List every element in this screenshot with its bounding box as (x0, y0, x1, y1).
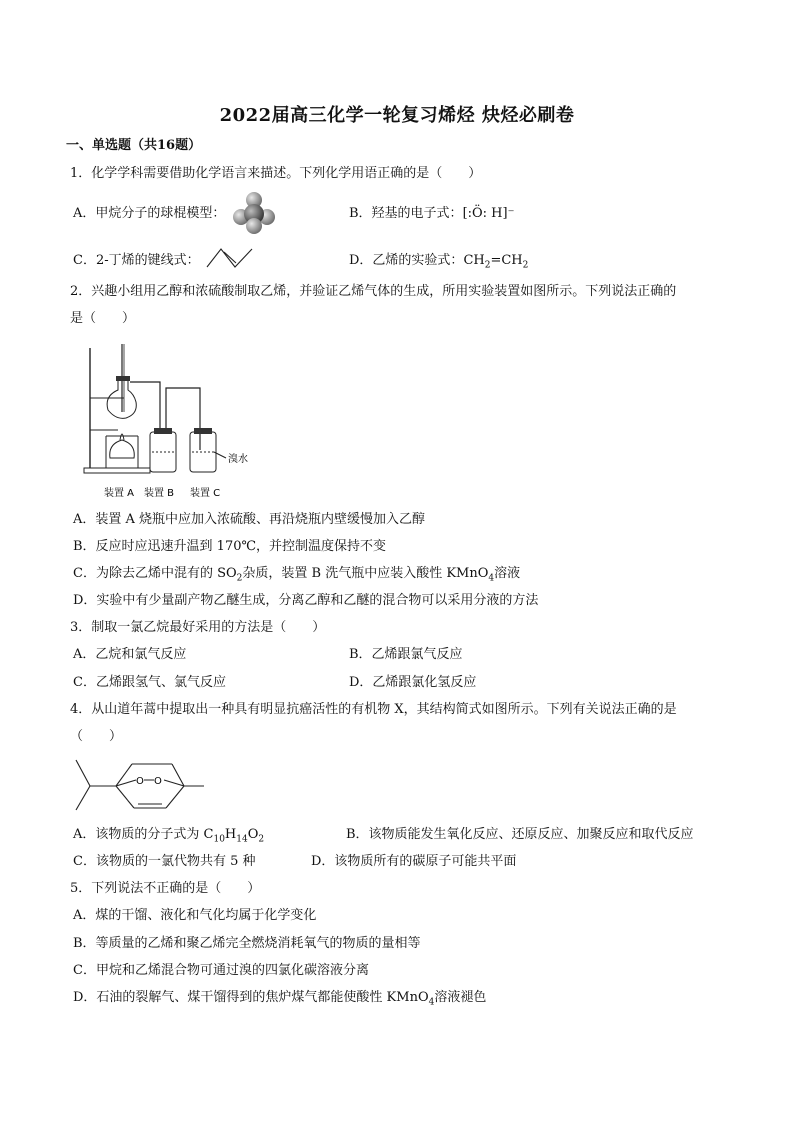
svg-text:O: O (154, 776, 162, 787)
compound-x-structure (74, 756, 208, 816)
subscript: 2 (236, 573, 243, 584)
svg-text:O: O (136, 776, 144, 787)
text-part: 杂质，装置 B 洗气瓶中应装入酸性 KMnO (242, 566, 489, 581)
question-1-option-a: A．甲烷分子的球棍模型： (73, 206, 226, 221)
subscript: 10 (213, 834, 225, 845)
text-part: C．为除去乙烯中混有的 SO (73, 566, 237, 581)
option-b-label: B．羟基的电子式： (349, 206, 463, 221)
question-4-stem-line2: （ ） (70, 729, 123, 744)
question-5-stem: 5．下列说法不正确的是（ ） (70, 881, 261, 896)
question-3-option-b: B．乙烯跟氯气反应 (349, 647, 463, 662)
subscript: 2 (484, 260, 491, 271)
question-3-option-d: D．乙烯跟氯化氢反应 (349, 675, 477, 690)
text-part: 溶液褪色 (434, 990, 487, 1005)
question-4-option-c: C．该物质的一氯代物共有 5 种 (73, 854, 256, 869)
page-title: 2022届高三化学一轮复习烯烃 炔烃必刷卷 (219, 105, 575, 126)
subscript: 4 (428, 997, 435, 1008)
text-part: 溶液 (494, 566, 521, 581)
question-3-option-a: A．乙烷和氯气反应 (73, 647, 187, 662)
apparatus-diagram (76, 340, 256, 502)
methane-ball-model-image (232, 192, 276, 234)
2-butene-skeletal-formula (206, 244, 254, 270)
text-part: H (224, 827, 237, 842)
subscript: 2 (522, 260, 529, 271)
formula-part: CH (463, 253, 485, 268)
question-4-option-a (73, 827, 264, 843)
option-d-label: D．乙烯的实验式： (349, 253, 464, 268)
question-2-option-b: B．反应时应迅速升温到 170℃，并控制温度保持不变 (73, 539, 387, 554)
label-apparatus-a: 装置 A (104, 488, 135, 499)
question-3-option-c: C．乙烯跟氢气、氯气反应 (73, 675, 226, 690)
subscript: 4 (488, 573, 495, 584)
question-1-option-c: C．2-丁烯的键线式： (73, 253, 200, 268)
question-4-stem-line1: 4．从山道年蒿中提取出一种具有明显抗癌活性的有机物 X，其结构简式如图所示。下列有关说法正确的是 (70, 702, 677, 717)
question-5-option-b: B．等质量的乙烯和聚乙烯完全燃烧消耗氧气的物质的量相等 (73, 936, 421, 951)
question-1-option-d (349, 253, 528, 269)
hydroxyl-electron-formula: [:Ö: H]⁻ (462, 206, 515, 221)
question-4-option-d: D．该物质所有的碳原子可能共平面 (311, 854, 517, 869)
section-heading: 一、单选题（共16题） (66, 138, 202, 153)
formula-part: =CH (490, 253, 523, 268)
label-apparatus-c: 装置 C (190, 488, 221, 499)
question-1-option-b (349, 206, 514, 222)
subscript: 14 (236, 834, 248, 845)
question-5-option-d (73, 990, 486, 1006)
text-part: D．石油的裂解气、煤干馏得到的焦炉煤气都能使酸性 KMnO (73, 990, 429, 1005)
question-5-option-c: C．甲烷和乙烯混合物可通过溴的四氯化碳溶液分离 (73, 963, 369, 978)
question-2-stem-line2: 是（ ） (70, 311, 136, 326)
text-part: O (247, 827, 259, 842)
label-apparatus-b: 装置 B (144, 488, 175, 499)
question-2-option-d: D．实验中有少量副产物乙醚生成，分离乙醇和乙醚的混合物可以采用分液的方法 (73, 593, 539, 608)
question-4-option-b: B．该物质能发生氧化反应、还原反应、加聚反应和取代反应 (346, 827, 694, 842)
question-2-stem-line1: 2．兴趣小组用乙醇和浓硫酸制取乙烯，并验证乙烯气体的生成，所用实验装置如图所示。下列说法正确的 (70, 284, 677, 299)
label-bromine-water: 溴水 (228, 454, 248, 465)
question-1-stem: 1．化学学科需要借助化学语言来描述。下列化学用语正确的是（ ） (70, 166, 482, 181)
text-part: A．该物质的分子式为 C (73, 827, 214, 842)
question-2-option-c (73, 566, 520, 582)
subscript: 2 (258, 834, 265, 845)
question-5-option-a: A．煤的干馏、液化和气化均属于化学变化 (73, 908, 317, 923)
question-3-stem: 3．制取一氯乙烷最好采用的方法是（ ） (70, 620, 326, 635)
question-2-option-a: A．装置 A 烧瓶中应加入浓硫酸、再沿烧瓶内壁缓慢加入乙醇 (73, 512, 426, 527)
